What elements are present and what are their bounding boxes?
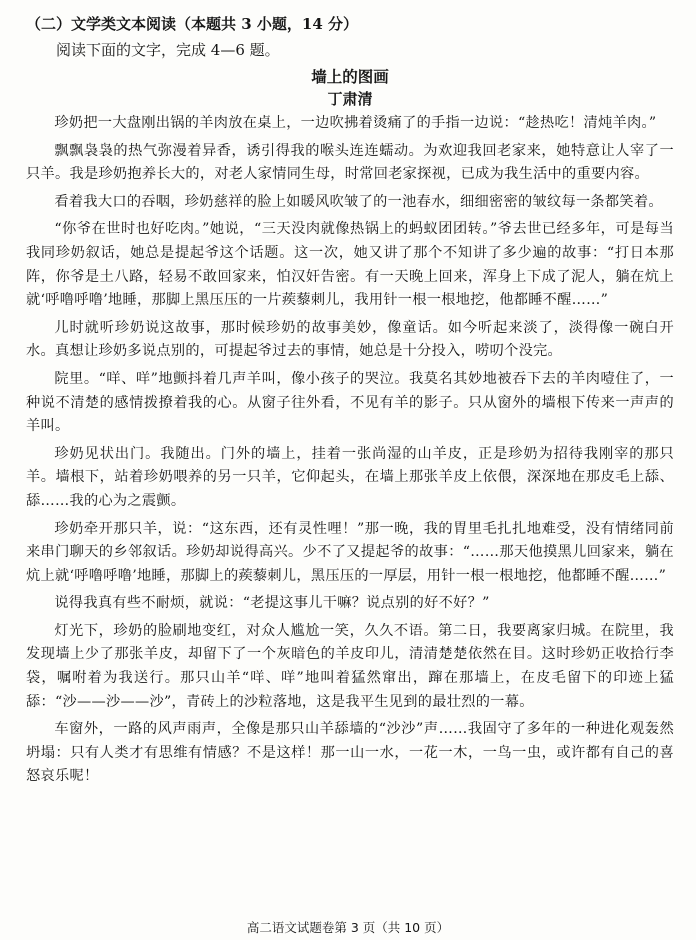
paragraph: 儿时就听珍奶说这故事，那时候珍奶的故事美妙，像童话。如今听起来淡了，淡得像一碗白开水。真想让珍奶多说点别的，可提起爷过去的事情，她总是十分投入，唠叨个没完。	[26, 319, 674, 360]
paragraph: 车窗外，一路的风声雨声，全像是那只山羊舔墙的“沙沙”声……我固守了多年的一种进化观轰然坍塌：只有人类才有思维有情感？不是这样！那一山一水，一花一木，一鸟一虫，或许都有自己的喜怒哀乐呢！	[26, 721, 674, 785]
paragraph: 灯光下，珍奶的脸刷地变红，对众人尴尬一笑，久久不语。第二日，我要离家归城。在院里，我发现墙上少了那张羊皮，却留下了一个灰暗色的羊皮印儿，清清楚楚依然在目。这时珍奶正收拾行李袋，嘱咐着为我送行。那只山羊“咩、咩”地叫着猛然窜出，蹿在那墙上，在皮毛留下的印迹上猛舔：“沙——沙——沙”，青砖上的沙粒落地，这是我平生见到的最壮烈的一幕。	[26, 622, 674, 710]
paragraph: 珍奶把一大盘刚出锅的羊肉放在桌上，一边吹拂着烫痛了的手指一边说：“趁热吃！清炖羊肉。”	[54, 115, 657, 131]
paragraph: “你爷在世时也好吃肉。”她说，“三天没肉就像热锅上的蚂蚁团团转。”爷去世已经多年，可是每当我同珍奶叙话，她总是提起爷这个话题。这一次，她又讲了那个不知讲了多少遍的故事：“打日本那阵，你爷是土八路，轻易不敢回家来，怕汉奸告密。有一天晚上回来，浑身上下成了泥人，躺在炕上就‘呼噜呼噜’地睡，那脚上黑压压的一片蒺藜刺儿，我用针一根一根地挖，他都睡不醒……”	[26, 221, 674, 309]
paragraph: 院里。“咩、咩”地颤抖着几声羊叫，像小孩子的哭泣。我莫名其妙地被吞下去的羊肉噎住了，一种说不清楚的感情拨撩着我的心。从窗子往外看，不见有羊的影子。只从窗外的墙根下传来一声声的羊叫。	[26, 370, 674, 435]
article-author: 丁肃清	[327, 90, 373, 108]
section-heading: （二）文学类文本阅读（本题共 3 小题，14 分）	[26, 15, 358, 33]
page-footer: 高二语文试题卷第 3 页（共 10 页）	[246, 920, 450, 935]
paragraph: 珍奶见状出门。我随出。门外的墙上，挂着一张尚湿的山羊皮，正是珍奶为招待我刚宰的那只羊。墙根下，站着珍奶喂养的另一只羊，它仰起头，在墙上那张羊皮上依偎，深深地在那皮毛上舔、舔……我的心为之震颤。	[26, 445, 674, 509]
article-title: 墙上的图画	[311, 67, 389, 86]
paragraph: 看着我大口的吞咽，珍奶慈祥的脸上如暖风吹皱了的一池春水，细细密密的皱纹每一条都笑着。	[54, 193, 663, 210]
paragraph: 飘飘袅袅的热气弥漫着异香，诱引得我的喉头连连蠕动。为欢迎我回老家来，她特意让人宰了一只羊。我是珍奶抱养长大的，对老人家情同生母，时常回老家探视，已成为我生活中的重要内容。	[26, 142, 674, 183]
paragraph: 珍奶牵开那只羊，说：“这东西，还有灵性哩！”那一晚，我的胃里毛扎扎地难受，没有情绪同前来串门聊天的乡邻叙话。珍奶却说得高兴。少不了又提起爷的故事：“……那天他摸黑儿回家来，躺在炕上就‘呼噜呼噜’地睡，那脚上的蒺藜刺儿，黑压压的一厚层，用针一根一根地挖，他都睡不醒……”	[26, 520, 674, 584]
reading-instruction: 阅读下面的文字，完成 4—6 题。	[56, 41, 280, 59]
paragraph: 说得我真有些不耐烦，就说：“老提这事儿干嘛？说点别的好不好？”	[54, 595, 490, 612]
article-body	[26, 112, 674, 789]
